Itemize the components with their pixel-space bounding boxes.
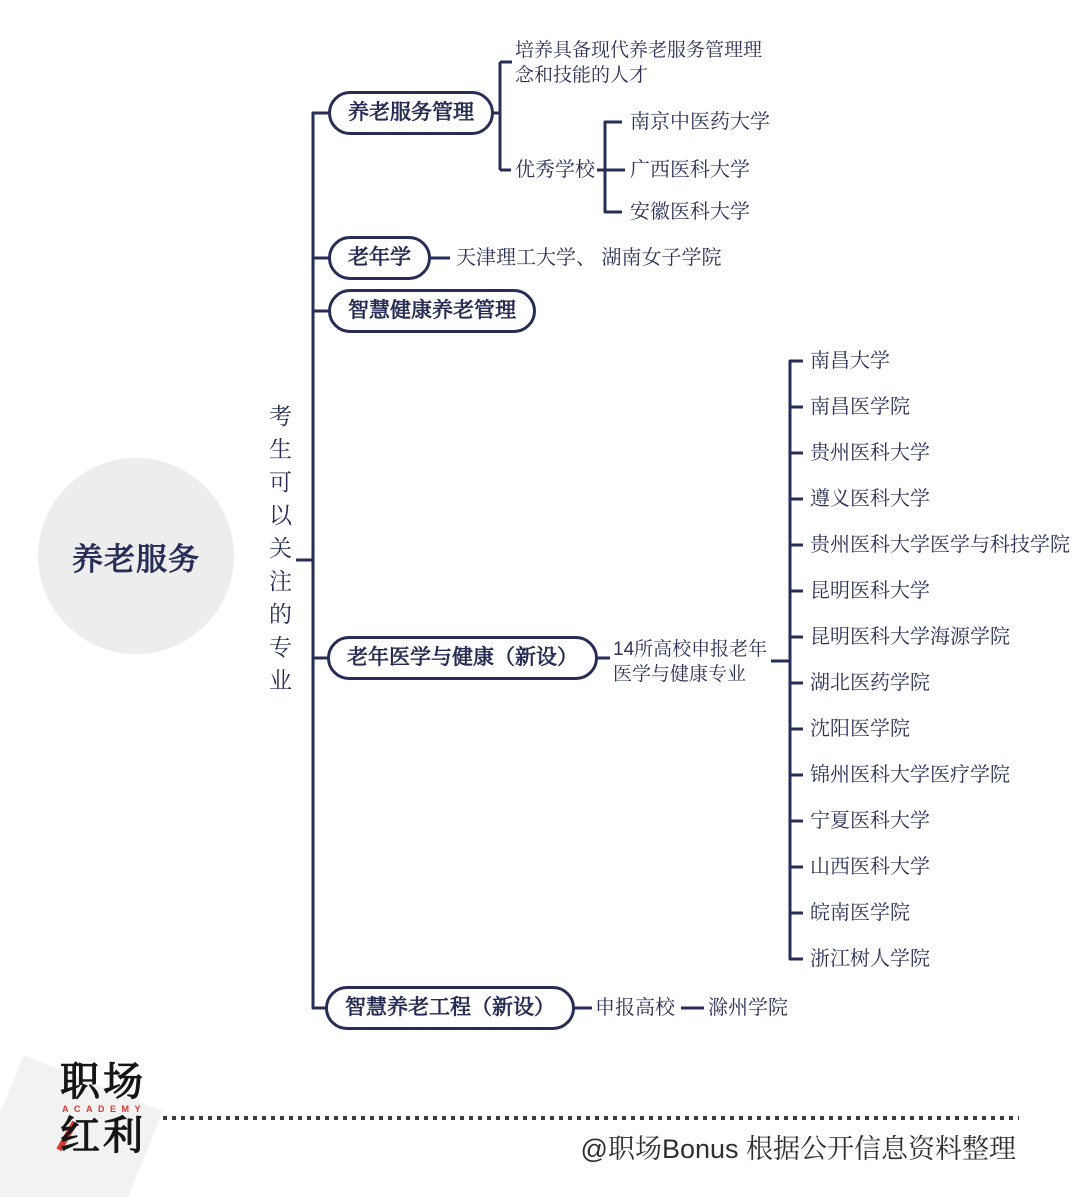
source-credit: @职场Bonus 根据公开信息资料整理 <box>580 1134 1016 1164</box>
spine-line <box>313 113 330 1008</box>
logo-text-top: 职场 <box>60 1060 146 1104</box>
branch-pill-laonianyixue: 老年医学与健康（新设） <box>327 636 598 680</box>
branch4-school-bracket <box>790 361 803 959</box>
school-item: 滁州学院 <box>708 997 788 1019</box>
school-item: 锦州医科大学医疗学院 <box>810 764 1010 786</box>
logo-text-bottom: 红利 <box>60 1116 146 1156</box>
school-item: 山西医科大学 <box>810 856 930 878</box>
school-item: 贵州医科大学医学与科技学院 <box>810 534 1070 556</box>
branch-pill-zhihuijiankang: 智慧健康养老管理 <box>328 289 536 333</box>
school-item: 昆明医科大学海源学院 <box>810 626 1010 648</box>
stem-label: 考生可以关注的专业 <box>266 404 292 701</box>
branch4-school-ticks <box>790 407 803 913</box>
branch5-group-label: 申报高校 <box>595 997 675 1019</box>
branch-pill-zhihuiyanglao: 智慧养老工程（新设） <box>325 986 575 1030</box>
branch-pill-yanglaofuwuguanli: 养老服务管理 <box>328 91 494 135</box>
branch4-note: 14所高校申报老年医学与健康专业 <box>613 639 768 685</box>
school-item: 浙江树人学院 <box>810 948 930 970</box>
school-item: 南京中医药大学 <box>630 111 770 133</box>
school-item: 南昌医学院 <box>810 396 910 418</box>
logo-text-academy: ACADEMY <box>62 1104 147 1114</box>
school-item: 广西医科大学 <box>630 159 750 181</box>
branch1-school-bracket <box>605 122 622 212</box>
school-item: 沈阳医学院 <box>810 718 910 740</box>
branch1-group-label: 优秀学校 <box>515 159 595 181</box>
root-node <box>38 458 234 654</box>
school-item: 安徽医科大学 <box>630 201 750 223</box>
school-item: 湖北医药学院 <box>810 672 930 694</box>
brand-logo <box>60 1062 146 1156</box>
dotted-divider <box>163 1116 1019 1120</box>
branch-pill-laonianxue: 老年学 <box>328 236 431 280</box>
school-item: 宁夏医科大学 <box>810 810 930 832</box>
school-item: 皖南医学院 <box>810 902 910 924</box>
school-item: 遵义医科大学 <box>810 488 930 510</box>
branch2-schools-text: 天津理工大学、 湖南女子学院 <box>456 247 722 269</box>
school-item: 南昌大学 <box>810 350 890 372</box>
branch1-description: 培养具备现代养老服务管理理念和技能的人才 <box>515 40 763 86</box>
root-label: 养老服务 <box>72 541 200 577</box>
school-item: 贵州医科大学 <box>810 442 930 464</box>
school-item: 昆明医科大学 <box>810 580 930 602</box>
